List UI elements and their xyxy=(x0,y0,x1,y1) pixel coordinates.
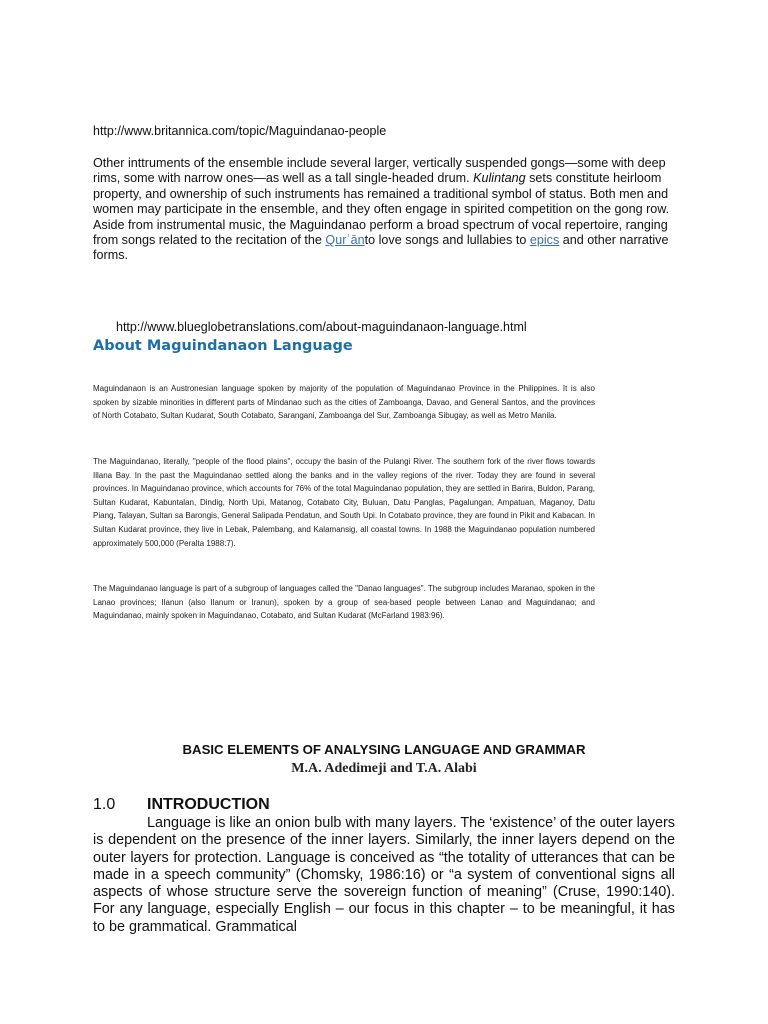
epics-link[interactable]: epics xyxy=(529,233,560,248)
about-heading: About Maguindanaon Language xyxy=(93,338,353,354)
blueglobe-url[interactable]: http://www.blueglobetranslations.com/about-maguindanaon-language.html xyxy=(116,320,527,334)
paper-authors: M.A. Adedimeji and T.A. Alabi xyxy=(291,761,477,776)
paper-title: BASIC ELEMENTS OF ANALYSING LANGUAGE AND GRAMMAR xyxy=(182,742,586,757)
britannica-url[interactable]: http://www.britannica.com/topic/Maguindanao-people xyxy=(93,124,387,138)
intro-body: Language is like an onion bulb with many layers. The ‘existence’ of the outer layers is dependent on the presence of the inner layers. Similarly, the inner layers depend on the outer layers for protection. Language is conceived as “the totality of utterances that can be made in a speech community” (Chomsky, 1986:16) or “a system of conventional signs all aspects of whose structure serve the sovereign function of meaning” (Cruse, 1990:140). For any language, especially English – our focus in this chapter – to be meaningful, it has to be grammatical. Grammatical xyxy=(93,815,675,935)
para1-text-c: to love songs and lullabies to xyxy=(364,233,530,248)
ensemble-paragraph xyxy=(93,156,683,264)
kulintang-term: Kulintang xyxy=(473,171,526,186)
intro-heading xyxy=(93,796,270,814)
para1-text-d: and other narrative forms. xyxy=(93,233,669,263)
para1-text-a: Other inttruments of the ensemble include several larger, vertically suspended gongs—some with deep rims, some with narrow ones—as well as a tall single-headed drum. xyxy=(93,156,666,186)
para1-text-b: sets constitute heirloom property, and ownership of such instruments has remained a traditional symbol of status. Both men and women may participate in the ensemble, and they often engage in spirited competition on the gong row. Aside from instrumental music, the Maguindanao perform a broad spectrum of vocal repertoire, ranging from songs related to the recitation of the xyxy=(93,171,670,248)
language-paragraph-3: The Maguindanao language is part of a subgroup of languages called the "Danao languages". The subgroup includes Maranao, spoken in the Lanao provinces; Ilanun (also Ilanum or Iranun), spoken by a group of sea-based people between Lanao and Maguindanao; and Maguindanao, mainly spoken in Maguindanao, Cotabato, and Sultan Kudarat (McFarland 1983:96). xyxy=(93,584,595,621)
intro-number: 1.0 xyxy=(93,796,116,813)
language-paragraph-2: The Maguindanao, literally, "people of the flood plains", occupy the basin of the Pulangi River. The southern fork of the river flows towards Illana Bay. In the past the Maguindanao settled along the banks and in the valley regions of the river. Today they are found in several provinces. In Maguindanao province, which accounts for 76% of the total Maguindanao population, they are settled in Barira, Buldon, Parang, Sultan Kudarat, Kabuntalan, Dindig, North Upi, Matanog, Cotabato City, Buluan, Datu Panglas, Pagalungan, Ampatuan, Maganoy, Datu Piang, Talayan, Sultan sa Barongis, General Salipada Pendatun, and South Upi. In Cotabato province, they are found in Pikit and Kabacan. In Sultan Kudarat province, they live in Lebak, Palembang, and Kalamansig, all coastal towns. In 1988 the Maguindanao population numbered approximately 500,000 (Peralta 1988:7). xyxy=(93,457,595,548)
quran-link[interactable]: Qurʾān xyxy=(325,233,365,248)
language-paragraph-1: Maguindanaon is an Austronesian language spoken by majority of the population of Maguindanao Province in the Philippines. It is also spoken by sizable minorities in different parts of Mindanao such as the cities of Zamboanga, Davao, and General Santos, and the provinces of North Cotabato, Sultan Kudarat, South Cotabato, Sarangani, Zamboanga del Sur, Zamboanga Sibugay, as well as Metro Manila. xyxy=(93,384,595,421)
intro-label: INTRODUCTION xyxy=(147,796,270,813)
